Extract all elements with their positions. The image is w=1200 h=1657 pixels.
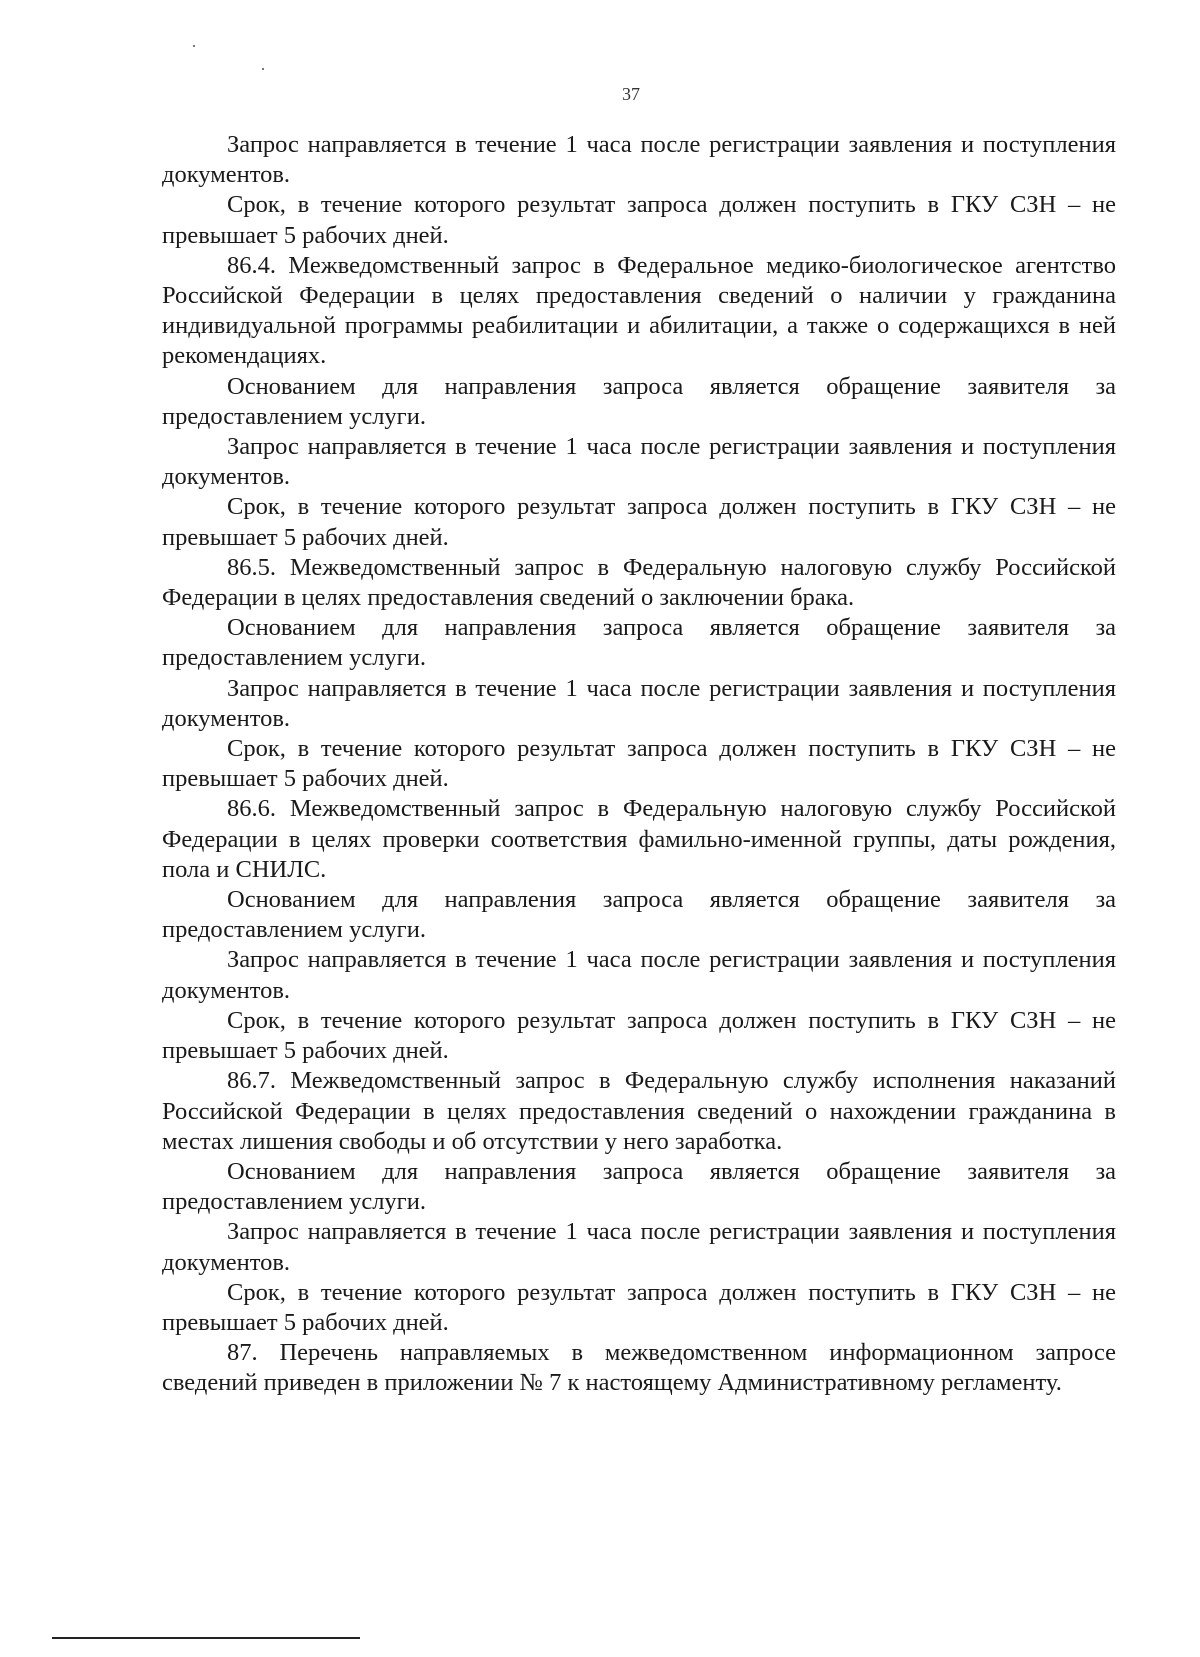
paragraph: Запрос направляется в течение 1 часа после регистрации заявления и поступления документов. — [162, 433, 1116, 491]
paragraph: Основанием для направления запроса является обращение заявителя за предоставлением услуги. — [162, 372, 1116, 430]
paragraph: Срок, в течение которого результат запроса должен поступить в ГКУ СЗН – не превышает 5 рабочих дней. — [162, 493, 1116, 551]
paragraph: Запрос направляется в течение 1 часа после регистрации заявления и поступления документов. — [162, 946, 1116, 1004]
paragraph: Основанием для направления запроса является обращение заявителя за предоставлением услуги. — [162, 614, 1116, 672]
paragraph: Основанием для направления запроса является обращение заявителя за предоставлением услуги. — [162, 886, 1116, 944]
paragraph: Срок, в течение которого результат запроса должен поступить в ГКУ СЗН – не превышает 5 рабочих дней. — [162, 1006, 1116, 1065]
paragraph: Основанием для направления запроса является обращение заявителя за предоставлением услуги. — [162, 1157, 1116, 1216]
footnote-divider — [52, 1637, 360, 1639]
paragraph: Срок, в течение которого результат запроса должен поступить в ГКУ СЗН – не превышает 5 рабочих дней. — [162, 1278, 1116, 1336]
paragraph: Срок, в течение которого результат запроса должен поступить в ГКУ СЗН – не превышает 5 рабочих дней. — [162, 735, 1116, 793]
paragraph: Срок, в течение которого результат запроса должен поступить в ГКУ СЗН – не превышает 5 рабочих дней. — [162, 191, 1116, 249]
paragraph-section-86-7: 86.7. Межведомственный запрос в Федеральную службу исполнения наказаний Российской Федерации в целях предоставления сведений о нахождении гражданина в местах лишения свободы и об отсутствии у него заработка. — [162, 1067, 1116, 1155]
paragraph: Запрос направляется в течение 1 часа после регистрации заявления и поступления документов. — [162, 131, 1116, 189]
document-body — [162, 130, 1116, 1399]
paragraph-section-87: 87. Перечень направляемых в межведомственном информационном запросе сведений приведен в приложении № 7 к настоящему Административному регламенту. — [162, 1339, 1116, 1397]
page-number: 37 — [622, 84, 640, 104]
paragraph-section-86-6: 86.6. Межведомственный запрос в Федеральную налоговую службу Российской Федерации в целях проверки соответствия фамильно-именной группы, даты рождения, пола и СНИЛС. — [162, 795, 1116, 883]
scan-speck — [193, 45, 195, 47]
paragraph-section-86-5: 86.5. Межведомственный запрос в Федеральную налоговую службу Российской Федерации в целях предоставления сведений о заключении брака. — [162, 553, 1116, 612]
paragraph: Запрос направляется в течение 1 часа после регистрации заявления и поступления документов. — [162, 1218, 1116, 1276]
paragraph: Запрос направляется в течение 1 часа после регистрации заявления и поступления документов. — [162, 674, 1116, 732]
paragraph-section-86-4: 86.4. Межведомственный запрос в Федеральное медико-биологическое агентство Российской Федерации в целях предоставления сведений о наличии у гражданина индивидуальной программы реабилитации и абилитации, а также о содержащихся в ней рекомендациях. — [162, 251, 1116, 370]
scan-speck — [262, 68, 264, 70]
